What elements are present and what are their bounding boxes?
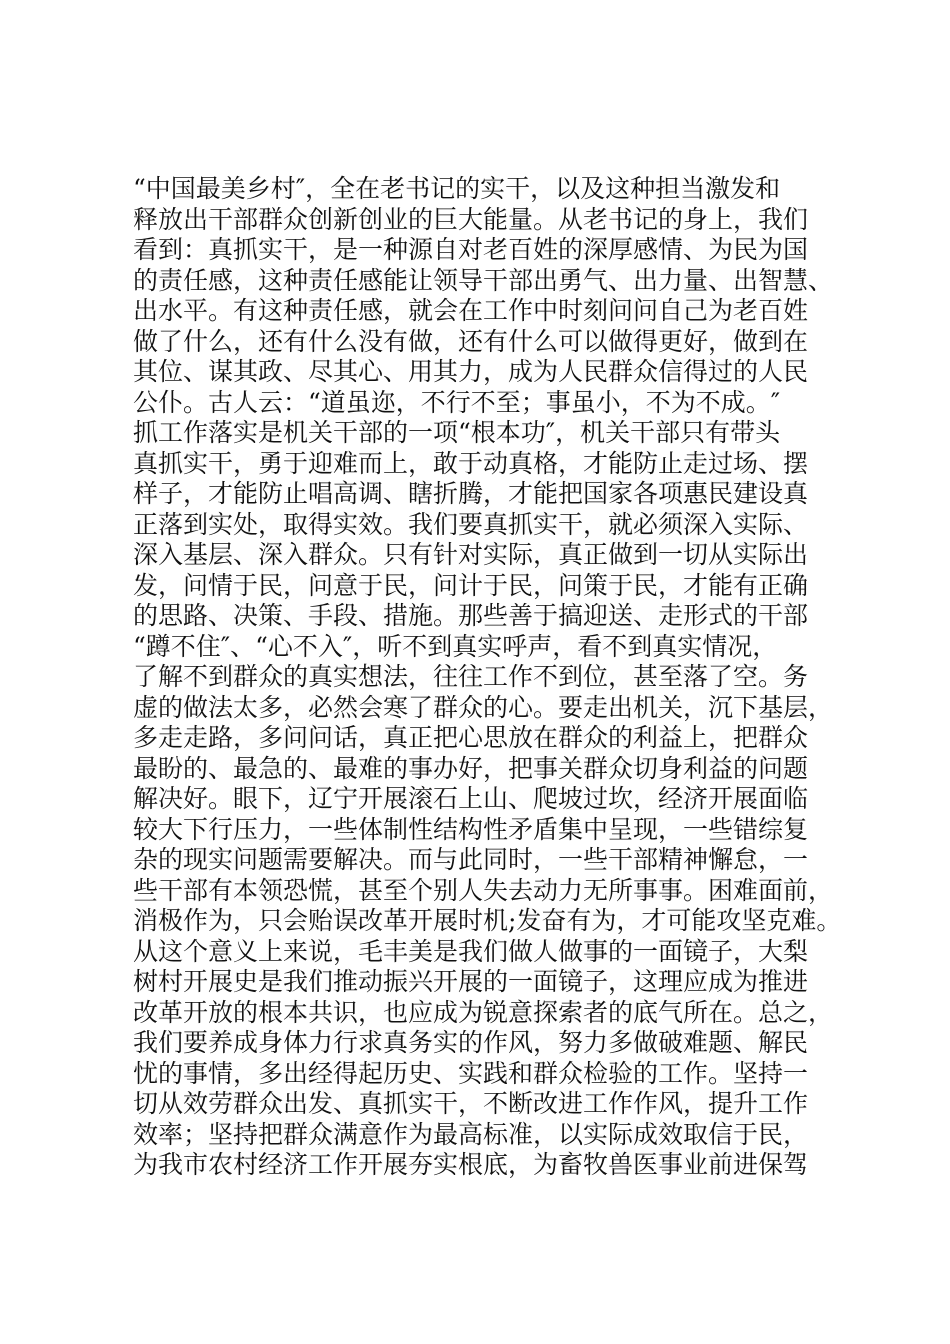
text-line: 做了什么，还有什么没有做，还有什么可以做得更好，做到在	[133, 326, 809, 356]
text-line: 出水平。有这种责任感，就会在工作中时刻问问自己为老百姓	[133, 296, 809, 325]
text-line: 真抓实干，勇于迎难而上，敢于动真格，才能防止走过场、摆	[133, 448, 809, 478]
body-paragraph	[133, 174, 842, 1181]
text-line: 虚的做法太多，必然会寒了群众的心。要走出机关，沉下基层，	[133, 692, 834, 722]
text-line: 抓工作落实是机关干部的一项“根本功″，机关干部只有带头	[133, 418, 781, 447]
text-line: 效率；坚持把群众满意作为最高标准，以实际成效取信于民，	[133, 1119, 809, 1149]
text-line: 杂的现实问题需要解决。而与此同时，一些干部精神懈怠，一	[133, 845, 809, 874]
text-line: 公仆。古人云：“道虽迩，不行不至；事虽小，不为不成。″	[133, 387, 781, 417]
text-line: 为我市农村经济工作开展夯实根底，为畜牧兽医事业前进保驾	[133, 1150, 809, 1179]
text-line: 从这个意义上来说，毛丰美是我们做人做事的一面镜子，大梨	[133, 936, 809, 966]
text-line: 较大下行压力，一些体制性结构性矛盾集中呈现，一些错综复	[133, 814, 809, 844]
text-line: 最盼的、最急的、最难的事办好，把事关群众切身利益的问题	[133, 753, 809, 783]
text-line: 的思路、决策、手段、措施。那些善于搞迎送、走形式的干部	[133, 601, 809, 630]
text-line: 忧的事情，多出经得起历史、实践和群众检验的工作。坚持一	[133, 1058, 809, 1088]
text-line: 树村开展史是我们推动振兴开展的一面镜子，这理应成为推进	[133, 967, 809, 996]
text-line: 其位、谋其政、尽其心、用其力，成为人民群众信得过的人民	[133, 357, 809, 386]
text-line: 解决好。眼下，辽宁开展滚石上山、爬坡过坎，经济开展面临	[133, 784, 809, 813]
text-line: “中国最美乡村″，全在老书记的实干，以及这种担当激发和	[133, 174, 781, 203]
text-line: 深入基层、深入群众。只有针对实际，真正做到一切从实际出	[133, 540, 809, 569]
text-line: 发，问情于民，问意于民，问计于民，问策于民，才能有正确	[133, 570, 809, 600]
text-line: 我们要养成身体力行求真务实的作风，努力多做破难题、解民	[133, 1028, 809, 1057]
text-line: 释放出干部群众创新创业的巨大能量。从老书记的身上，我们	[133, 204, 809, 234]
text-line: 的责任感，这种责任感能让领导干部出勇气、出力量、出智慧、	[133, 265, 834, 295]
text-line: 切从效劳群众出发、真抓实干，不断改进工作作风，提升工作	[133, 1089, 809, 1118]
text-line: “蹲不住″、“心不入″，听不到真实呼声，看不到真实情况，	[133, 631, 778, 661]
text-line: 消极作为，只会贻误改革开展时机;发奋有为，才可能攻坚克难。	[133, 906, 842, 935]
text-line: 多走走路，多问问话，真正把心思放在群众的利益上，把群众	[133, 723, 809, 752]
text-line: 正落到实处，取得实效。我们要真抓实干，就必须深入实际、	[133, 509, 809, 539]
text-line: 些干部有本领恐慌，甚至个别人失去动力无所事事。困难面前，	[133, 875, 834, 905]
text-line: 看到：真抓实干，是一种源自对老百姓的深厚感情、为民为国	[133, 235, 809, 264]
text-line: 改革开放的根本共识，也应成为锐意探索者的底气所在。总之，	[133, 997, 834, 1027]
text-line: 了解不到群众的真实想法，往往工作不到位，甚至落了空。务	[133, 662, 809, 691]
text-line: 样子，才能防止唱高调、瞎折腾，才能把国家各项惠民建设真	[133, 479, 809, 508]
